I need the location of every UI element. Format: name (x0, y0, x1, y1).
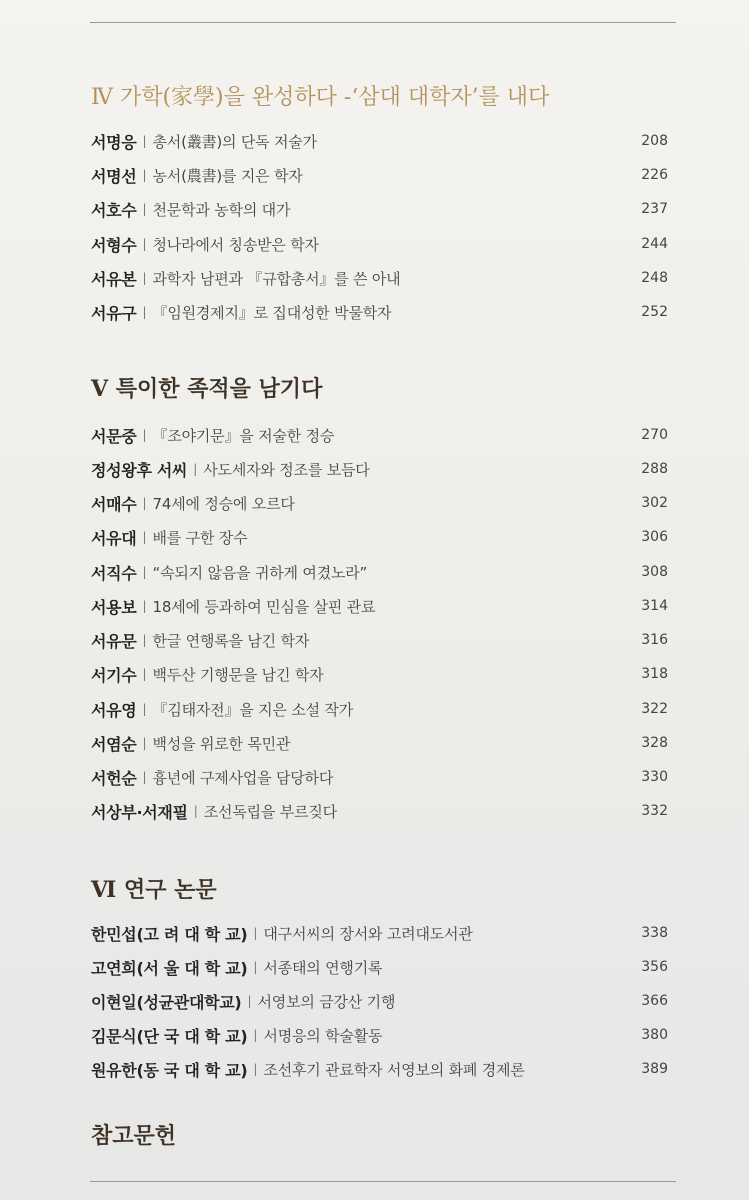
separator: | (142, 565, 147, 579)
section-title: Ⅴ 특이한 족적을 남기다 (91, 376, 323, 402)
entry-name: 서유대 (91, 528, 137, 548)
entry-description: 『임원경제지』로 집대성한 박물학자 (152, 303, 392, 322)
page-number: 332 (641, 803, 668, 819)
entry-name: 서헌순 (91, 768, 137, 788)
separator: | (142, 736, 147, 750)
entry-description: 『조야기문』을 저술한 정승 (152, 426, 335, 445)
references-title: 참고문헌 (91, 1123, 177, 1149)
page-number: 366 (641, 993, 668, 1009)
page-number: 330 (641, 769, 668, 785)
separator: | (142, 202, 147, 216)
entry-description: 18세에 등과하여 민심을 살핀 관료 (152, 597, 376, 616)
toc-entry (91, 229, 668, 259)
toc-entry (91, 918, 668, 948)
toc-entry (91, 126, 668, 156)
separator: | (193, 462, 198, 476)
entry-name: 서유본 (91, 269, 137, 289)
entry-name: 이현일(성균관대학교) (91, 992, 242, 1012)
separator: | (142, 599, 147, 613)
page-number: 314 (641, 598, 668, 614)
toc-entry (91, 728, 668, 758)
entry-name: 서형수 (91, 235, 137, 255)
entry-description: 74세에 정승에 오르다 (152, 494, 295, 513)
toc-entry (91, 263, 668, 293)
separator: | (142, 168, 147, 182)
bottom-rule (90, 1181, 676, 1182)
page-number: 302 (641, 495, 668, 511)
entry-description: 배를 구한 장수 (152, 528, 248, 547)
separator: | (142, 633, 147, 647)
separator: | (247, 994, 252, 1008)
page-number: 356 (641, 959, 668, 975)
page-number: 389 (641, 1061, 668, 1077)
toc-entry (91, 796, 668, 826)
entry-name: 서호수 (91, 200, 137, 220)
entry-description: 청나라에서 칭송받은 학자 (152, 235, 319, 254)
entry-description: 조선후기 관료학자 서영보의 화폐 경제론 (263, 1060, 525, 1079)
separator: | (142, 667, 147, 681)
entry-name: 서염순 (91, 734, 137, 754)
separator: | (142, 134, 147, 148)
toc-entry (91, 488, 668, 518)
page-number: 244 (641, 236, 668, 252)
page-number: 306 (641, 529, 668, 545)
entry-name: 서유영 (91, 700, 137, 720)
entry-description: 조선독립을 부르짖다 (203, 802, 337, 821)
page-number: 328 (641, 735, 668, 751)
separator: | (142, 428, 147, 442)
page-number: 248 (641, 270, 668, 286)
entry-name: 서기수 (91, 665, 137, 685)
separator: | (142, 305, 147, 319)
entry-name: 서상부·서재필 (91, 802, 188, 822)
toc-entry (91, 694, 668, 724)
entry-description: 천문학과 농학의 대가 (152, 200, 291, 219)
entry-name: 한민섭(고 려 대 학 교) (91, 924, 248, 944)
page-number: 226 (641, 167, 668, 183)
separator: | (253, 926, 258, 940)
separator: | (253, 1062, 258, 1076)
entry-name: 서직수 (91, 563, 137, 583)
toc-entry (91, 762, 668, 792)
entry-description: 과학자 남편과 『규합총서』를 쓴 아내 (152, 269, 401, 288)
entry-description: 농서(農書)를 지은 학자 (152, 166, 303, 185)
toc-entry (91, 1054, 668, 1084)
entry-name: 서명응 (91, 132, 137, 152)
entry-description: 서명응의 학술활동 (263, 1026, 383, 1045)
entry-description: 『김태자전』을 지은 소설 작가 (152, 700, 354, 719)
page-number: 322 (641, 701, 668, 717)
entry-name: 서용보 (91, 597, 137, 617)
toc-entry (91, 659, 668, 689)
entry-description: “속되지 않음을 귀하게 여겼노라” (152, 563, 368, 582)
toc-entry (91, 557, 668, 587)
page-number: 237 (641, 201, 668, 217)
entry-name: 서명선 (91, 166, 137, 186)
toc-entry (91, 454, 668, 484)
toc-entry (91, 625, 668, 655)
section-title: Ⅵ 연구 논문 (91, 877, 217, 903)
entry-name: 고연희(서 울 대 학 교) (91, 958, 248, 978)
entry-name: 김문식(단 국 대 학 교) (91, 1026, 248, 1046)
toc-entry (91, 194, 668, 224)
toc-entry (91, 160, 668, 190)
entry-name: 서유문 (91, 631, 137, 651)
entry-description: 총서(叢書)의 단독 저술가 (152, 132, 317, 151)
page-number: 270 (641, 427, 668, 443)
page-number: 252 (641, 304, 668, 320)
page-number: 338 (641, 925, 668, 941)
toc-entry (91, 420, 668, 450)
separator: | (253, 960, 258, 974)
entry-description: 서종태의 연행기록 (263, 958, 383, 977)
entry-description: 대구서씨의 장서와 고려대도서관 (263, 924, 473, 943)
entry-description: 사도세자와 정조를 보듬다 (203, 460, 370, 479)
separator: | (142, 702, 147, 716)
entry-name: 서유구 (91, 303, 137, 323)
entry-description: 서영보의 금강산 기행 (257, 992, 396, 1011)
toc-entry (91, 986, 668, 1016)
separator: | (142, 237, 147, 251)
page-number: 380 (641, 1027, 668, 1043)
page-number: 318 (641, 666, 668, 682)
entry-name: 정성왕후 서씨 (91, 460, 188, 480)
page-number: 316 (641, 632, 668, 648)
separator: | (142, 271, 147, 285)
separator: | (142, 496, 147, 510)
toc-entry (91, 522, 668, 552)
toc-entry (91, 1020, 668, 1050)
section-title: Ⅳ 가학(家學)을 완성하다 -‘삼대 대학자’를 내다 (91, 85, 550, 110)
entry-description: 흉년에 구제사업을 담당하다 (152, 768, 334, 787)
toc-entry (91, 952, 668, 982)
separator: | (142, 530, 147, 544)
entry-description: 한글 연행록을 남긴 학자 (152, 631, 310, 650)
page-number: 208 (641, 133, 668, 149)
page-number: 308 (641, 564, 668, 580)
toc-entry (91, 297, 668, 327)
page-number: 288 (641, 461, 668, 477)
toc-entry (91, 591, 668, 621)
separator: | (142, 770, 147, 784)
entry-description: 백두산 기행문을 남긴 학자 (152, 665, 324, 684)
entry-name: 서매수 (91, 494, 137, 514)
entry-name: 서문중 (91, 426, 137, 446)
entry-description: 백성을 위로한 목민관 (152, 734, 291, 753)
separator: | (253, 1028, 258, 1042)
entry-name: 원유한(동 국 대 학 교) (91, 1060, 248, 1080)
separator: | (193, 804, 198, 818)
